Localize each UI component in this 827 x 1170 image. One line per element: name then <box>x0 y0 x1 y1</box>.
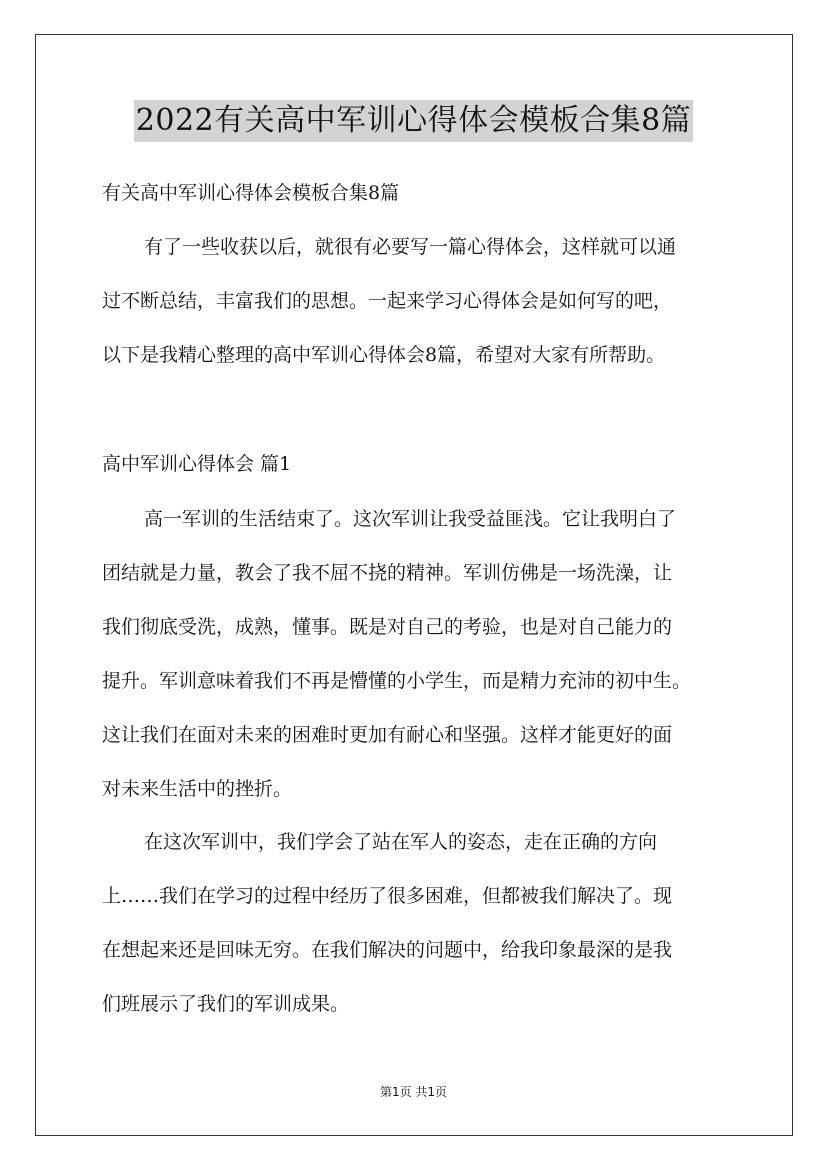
paragraph-line: 有了一些收获以后，就很有必要写一篇心得体会，这样就可以通 <box>144 236 677 258</box>
page-footer: 第1页 共1页 <box>379 1085 448 1099</box>
paragraph-line: 这让我们在面对未来的困难时更加有耐心和坚强。这样才能更好的面 <box>102 724 673 746</box>
body-paragraph-2 <box>102 815 742 1031</box>
subtitle-line: 有关高中军训心得体会模板合集8篇 <box>102 182 400 204</box>
paragraph-line: 在想起来还是回味无穷。在我们解决的问题中，给我印象最深的是我 <box>102 939 673 961</box>
paragraph-line: 在这次军训中，我们学会了站在军人的姿态，走在正确的方向 <box>144 831 658 853</box>
document-subtitle <box>102 166 742 220</box>
body-paragraph-1 <box>102 492 742 816</box>
paragraph-line: 团结就是力量，教会了我不屈不挠的精神。军训仿佛是一场洗澡，让 <box>102 562 673 584</box>
paragraph-line: 对未来生活中的挫折。 <box>102 778 293 800</box>
title-container <box>0 100 827 142</box>
paragraph-line: 高一军训的生活结束了。这次军训让我受益匪浅。它让我明白了 <box>144 508 677 530</box>
document-title: 2022有关高中军训心得体会模板合集8篇 <box>134 100 693 142</box>
section-heading <box>102 437 742 491</box>
paragraph-line: 以下是我精心整理的高中军训心得体会8篇，希望对大家有所帮助。 <box>102 344 666 366</box>
paragraph-line: 我们彻底受洗，成熟，懂事。既是对自己的考验，也是对自己能力的 <box>102 616 673 638</box>
paragraph-line: 们班展示了我们的军训成果。 <box>102 993 350 1015</box>
paragraph-line: 过不断总结，丰富我们的思想。一起来学习心得体会是如何写的吧， <box>102 290 673 312</box>
intro-paragraph <box>102 220 742 382</box>
paragraph-line: 上……我们在学习的过程中经历了很多困难，但都被我们解决了。现 <box>102 885 673 907</box>
paragraph-line: 提升。军训意味着我们不再是懵懂的小学生，而是精力充沛的初中生。 <box>102 670 692 692</box>
section-heading-text: 高中军训心得体会 篇1 <box>102 453 292 475</box>
